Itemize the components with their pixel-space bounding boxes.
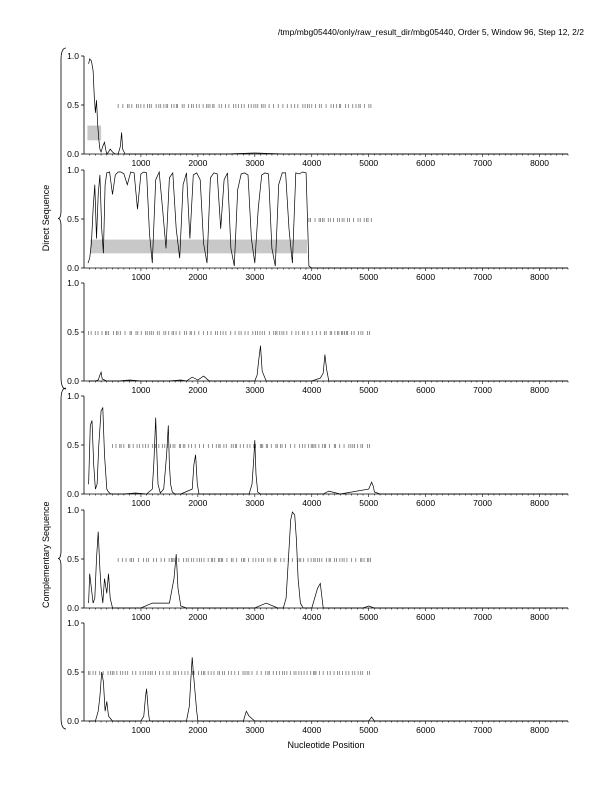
panel-0-x-tick-label: 8000 xyxy=(530,158,549,168)
panel-3-x-tick-label: 1000 xyxy=(131,498,151,508)
panel-3-x-tick-label: 2000 xyxy=(188,498,208,508)
panel-5-x-tick-label: 2000 xyxy=(188,725,208,735)
panel-2-y-tick-label: 1.0 xyxy=(67,278,79,288)
panel-4-x-tick-label: 8000 xyxy=(530,612,549,622)
panel-2-x-tick-label: 8000 xyxy=(530,385,549,395)
group-label-complementary: Complementary Sequence xyxy=(41,500,51,608)
panel-1-region-0 xyxy=(90,240,307,254)
panel-2-x-tick-label: 4000 xyxy=(302,385,322,395)
panel-3-x-tick-label: 8000 xyxy=(530,498,549,508)
panel-0-x-tick-label: 3000 xyxy=(245,158,265,168)
panel-3-series-line xyxy=(89,408,568,494)
panel-2-x-tick-label: 3000 xyxy=(245,385,265,395)
panel-1-x-tick-label: 2000 xyxy=(188,272,208,282)
panel-4-y-tick-label: 1.0 xyxy=(67,505,79,515)
panel-2-y-tick-label: 0.5 xyxy=(67,327,79,337)
panel-5-x-tick-label: 6000 xyxy=(416,725,436,735)
panel-5-x-tick-label: 3000 xyxy=(245,725,265,735)
panel-0-x-tick-label: 6000 xyxy=(416,158,436,168)
panel-5-x-tick-label: 1000 xyxy=(131,725,151,735)
panel-1-y-tick-label: 0.0 xyxy=(67,263,79,273)
panel-4-x-tick-label: 2000 xyxy=(188,612,208,622)
chart-title: /tmp/mbg05440/only/raw_result_dir/mbg05440, Order 5, Window 96, Step 12, 2/2 xyxy=(277,27,584,37)
panel-4-x-tick-label: 4000 xyxy=(302,612,322,622)
panel-5-x-tick-label: 7000 xyxy=(473,725,493,735)
panel-0-x-tick-label: 1000 xyxy=(131,158,151,168)
panel-1-x-tick-label: 5000 xyxy=(359,272,379,282)
panel-3-x-tick-label: 4000 xyxy=(302,498,322,508)
panel-4-y-tick-label: 0.5 xyxy=(67,554,79,564)
panel-1-x-tick-label: 4000 xyxy=(302,272,322,282)
panel-4-series-line xyxy=(89,512,568,608)
panel-4-x-tick-label: 1000 xyxy=(131,612,151,622)
panel-0-y-tick-label: 0.5 xyxy=(67,100,79,110)
panel-4-y-tick-label: 0.0 xyxy=(67,603,79,613)
panel-1-x-tick-label: 7000 xyxy=(473,272,493,282)
panel-1-x-tick-label: 1000 xyxy=(131,272,151,282)
panel-1-x-tick-label: 3000 xyxy=(245,272,265,282)
panel-0-x-tick-label: 4000 xyxy=(302,158,322,168)
panel-0-x-tick-label: 2000 xyxy=(188,158,208,168)
panel-2-x-tick-label: 2000 xyxy=(188,385,208,395)
panel-3-x-tick-label: 7000 xyxy=(473,498,493,508)
panel-2-x-tick-label: 6000 xyxy=(416,385,436,395)
panel-4-x-tick-label: 5000 xyxy=(359,612,379,622)
panel-0-y-tick-label: 0.0 xyxy=(67,149,79,159)
panel-2-x-tick-label: 1000 xyxy=(131,385,151,395)
panel-2-x-tick-label: 7000 xyxy=(473,385,493,395)
panel-4-x-tick-label: 7000 xyxy=(473,612,493,622)
panel-1-x-tick-label: 6000 xyxy=(416,272,436,282)
panel-1-y-tick-label: 0.5 xyxy=(67,214,79,224)
panel-5-y-tick-label: 0.0 xyxy=(67,716,79,726)
panel-3-y-tick-label: 0.0 xyxy=(67,489,79,499)
group-brace-1 xyxy=(58,388,66,729)
panel-5-x-tick-label: 4000 xyxy=(302,725,322,735)
panel-5-x-tick-label: 8000 xyxy=(530,725,549,735)
panel-5-y-tick-label: 0.5 xyxy=(67,667,79,677)
group-brace-0 xyxy=(58,48,66,389)
panel-3-x-tick-label: 3000 xyxy=(245,498,265,508)
panel-5-series-line xyxy=(89,657,568,721)
panel-0-y-tick-label: 1.0 xyxy=(67,51,79,61)
panel-3-y-tick-label: 1.0 xyxy=(67,391,79,401)
panel-5-x-tick-label: 5000 xyxy=(359,725,379,735)
panel-5-y-tick-label: 1.0 xyxy=(67,618,79,628)
panel-1-x-tick-label: 8000 xyxy=(530,272,549,282)
panel-1-y-tick-label: 1.0 xyxy=(67,165,79,175)
panel-3-x-tick-label: 5000 xyxy=(359,498,379,508)
panel-2-series-line xyxy=(89,346,568,381)
x-axis-label: Nucleotide Position xyxy=(287,740,365,750)
panel-4-x-tick-label: 6000 xyxy=(416,612,436,622)
panel-3-x-tick-label: 6000 xyxy=(416,498,436,508)
panel-4-x-tick-label: 3000 xyxy=(245,612,265,622)
panel-3-y-tick-label: 0.5 xyxy=(67,440,79,450)
panel-0-x-tick-label: 5000 xyxy=(359,158,379,168)
panel-2-x-tick-label: 5000 xyxy=(359,385,379,395)
panel-2-y-tick-label: 0.0 xyxy=(67,376,79,386)
group-label-direct: Direct Sequence xyxy=(41,184,51,251)
panel-0-x-tick-label: 7000 xyxy=(473,158,493,168)
